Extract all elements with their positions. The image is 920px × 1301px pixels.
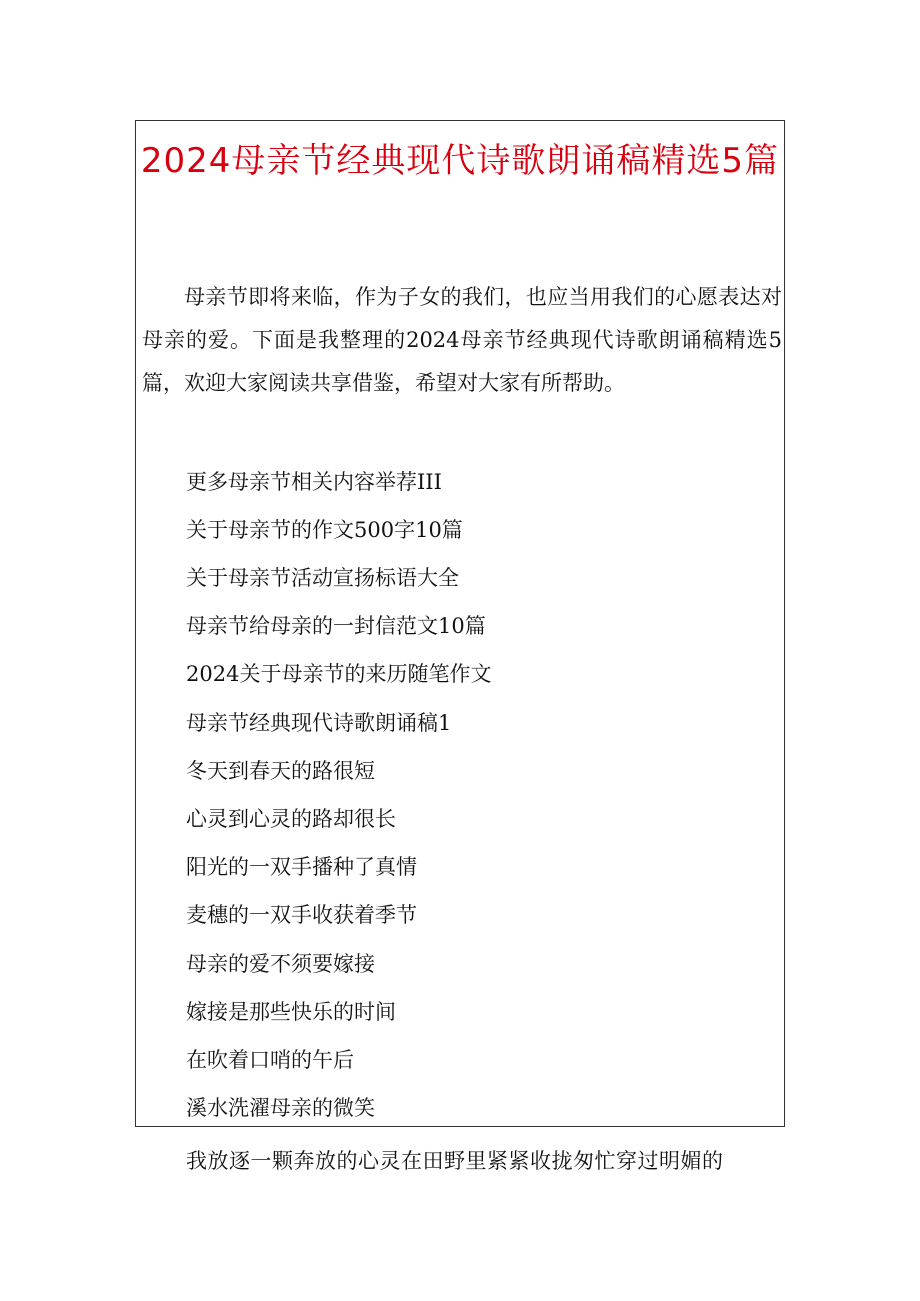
poem-line: 心灵到心灵的路却很长 (186, 807, 396, 831)
poem-line: 母亲的爱不须要嫁接 (186, 952, 375, 976)
poem-line: 溪水洗濯母亲的微笑 (186, 1096, 375, 1120)
related-heading: 更多母亲节相关内容举荐III (186, 470, 442, 494)
poem-line: 在吹着口哨的午后 (186, 1048, 354, 1072)
poem-continuation: 我放逐一颗奔放的心灵在田野里紧紧收拢匆忙穿过明媚的 (186, 1149, 724, 1173)
poem-line: 嫁接是那些快乐的时间 (186, 1000, 396, 1024)
poem-line: 阳光的一双手播种了真情 (186, 855, 417, 879)
related-link-letter: 母亲节给母亲的一封信范文10篇 (186, 614, 486, 638)
poem-line: 麦穗的一双手收获着季节 (186, 903, 417, 927)
related-link-history: 2024关于母亲节的来历随笔作文 (186, 662, 492, 686)
page-title: 2024母亲节经典现代诗歌朗诵稿精选5篇 (140, 141, 780, 181)
intro-paragraph: 母亲节即将来临，作为子女的我们，也应当用我们的心愿表达对母亲的爱。下面是我整理的2024母亲节经典现代诗歌朗诵稿精选5篇，欢迎大家阅读共享借鉴，希望对大家有所帮助。 (142, 285, 782, 395)
related-link-slogans: 关于母亲节活动宣扬标语大全 (186, 566, 459, 590)
poem-line: 冬天到春天的路很短 (186, 759, 375, 783)
related-link-essay: 关于母亲节的作文500字10篇 (186, 518, 463, 542)
poem-heading: 母亲节经典现代诗歌朗诵稿1 (186, 711, 452, 735)
